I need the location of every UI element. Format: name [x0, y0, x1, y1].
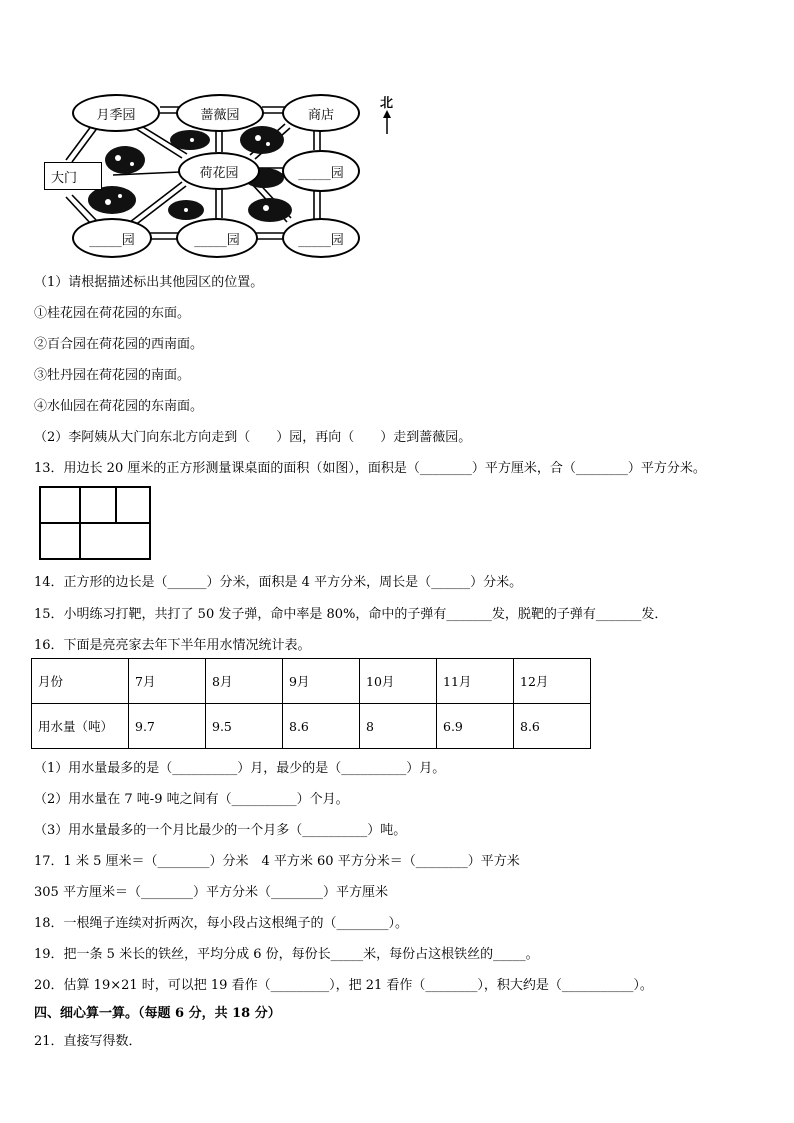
- q17-line1: 17．1 米 5 厘米＝（________）分米 4 平方米 60 平方分米＝（________）平方米: [34, 854, 520, 869]
- table-cell: 用水量（吨）: [32, 704, 129, 749]
- table-cell: 8.6: [283, 704, 360, 749]
- table-cell: 8.6: [514, 704, 591, 749]
- garden-oval-qiangwei: [176, 94, 264, 132]
- q18-text: 18．一根绳子连续对折两次，每小段占这根绳子的（________）。: [34, 916, 409, 931]
- garden-oval-blank-bottom-left: [72, 218, 152, 258]
- table-cell: 月份: [32, 659, 129, 704]
- gate-label: 大门: [51, 170, 78, 186]
- q12-part2: （2）李阿姨从大门向东北方向走到（ ）园，再向（ ）走到蔷薇园。: [34, 430, 472, 445]
- garden-oval-blank-bottom-right: [282, 218, 360, 258]
- garden-label: _____园: [194, 232, 240, 248]
- q14-text: 14．正方形的边长是（______）分米，面积是 4 平方分米，周长是（______）分米。: [34, 575, 523, 590]
- table-cell: 7月: [129, 659, 206, 704]
- desk-grid-figure: [39, 486, 151, 560]
- q16-stem: 16．下面是亮亮家去年下半年用水情况统计表。: [34, 638, 311, 653]
- q16-sub1: （1）用水量最多的是（__________）月，最少的是（__________）月。: [34, 761, 446, 776]
- q12-clue1: ①桂花园在荷花园的东面。: [34, 306, 191, 321]
- q12-clue2: ②百合园在荷花园的西南面。: [34, 337, 204, 352]
- table-row: [32, 704, 591, 749]
- table-cell: 9月: [283, 659, 360, 704]
- q17-line2: 305 平方厘米＝（________）平方分米（________）平方厘米: [34, 885, 388, 900]
- q12-clue3: ③牡丹园在荷花园的南面。: [34, 368, 191, 383]
- garden-label: 商店: [307, 107, 334, 123]
- section-4-heading: 四、细心算一算。（每题 6 分，共 18 分）: [34, 1006, 281, 1021]
- garden-label: 荷花园: [199, 165, 239, 181]
- q21-text: 21．直接写得数．: [34, 1034, 142, 1049]
- garden-label: _____园: [298, 165, 344, 181]
- table-cell: 8月: [206, 659, 283, 704]
- garden-oval-hehua: [178, 152, 260, 190]
- garden-label: 蔷薇园: [200, 107, 240, 123]
- q19-text: 19．把一条 5 米长的铁丝，平均分成 6 份，每份长_____米，每份占这根铁丝的_____。: [34, 947, 539, 962]
- q12-part1: （1）请根据描述标出其他园区的位置。: [34, 275, 264, 290]
- garden-label: _____园: [89, 232, 135, 248]
- table-cell: 9.5: [206, 704, 283, 749]
- garden-label: 月季园: [96, 107, 136, 123]
- shop-oval: [282, 94, 360, 132]
- q16-sub3: （3）用水量最多的一个月比最少的一个月多（__________）吨。: [34, 823, 407, 838]
- q20-text: 20．估算 19×21 时，可以把 19 看作（_________），把 21 看作（________），积大约是（___________）。: [34, 978, 653, 993]
- table-cell: 8: [360, 704, 437, 749]
- table-cell: 6.9: [437, 704, 514, 749]
- garden-oval-blank-right: [282, 150, 360, 192]
- table-cell: 9.7: [129, 704, 206, 749]
- garden-oval-blank-bottom-mid: [176, 218, 258, 258]
- garden-oval-yueji: [72, 94, 160, 132]
- q13-text: 13．用边长 20 厘米的正方形测量课桌面的面积（如图），面积是（________）平方厘米，合（________）平方分米。: [34, 461, 706, 476]
- table-cell: 12月: [514, 659, 591, 704]
- gate-box: [44, 162, 102, 190]
- garden-label: _____园: [298, 232, 344, 248]
- q15-text: 15．小明练习打靶，共打了 50 发子弹，命中率是 80%，命中的子弹有_______发，脱靶的子弹有_______发．: [34, 607, 668, 622]
- north-label: 北: [380, 96, 394, 111]
- water-usage-table: [31, 658, 591, 749]
- table-cell: 10月: [360, 659, 437, 704]
- q12-clue4: ④水仙园在荷花园的东南面。: [34, 399, 204, 414]
- table-cell: 11月: [437, 659, 514, 704]
- table-header-row: [32, 659, 591, 704]
- q16-sub2: （2）用水量在 7 吨-9 吨之间有（__________）个月。: [34, 792, 349, 807]
